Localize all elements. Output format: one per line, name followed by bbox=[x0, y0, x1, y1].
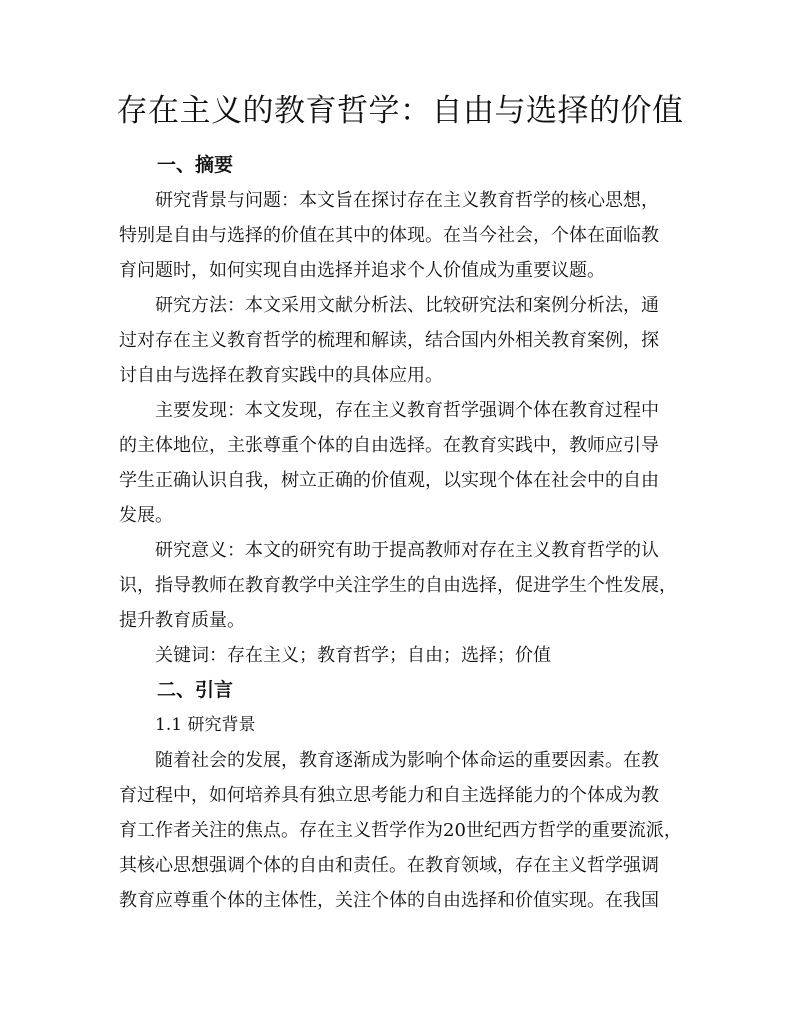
background-paragraph bbox=[119, 743, 689, 918]
keywords-line: 关键词：存在主义；教育哲学；自由；选择；价值 bbox=[155, 645, 551, 666]
section-heading-introduction: 二、引言 bbox=[157, 679, 234, 701]
text-line: 研究背景与问题：本文旨在探讨存在主义教育哲学的核心思想， bbox=[155, 190, 659, 211]
abstract-method-paragraph bbox=[119, 288, 689, 393]
text-line: 育工作者关注的焦点。存在主义哲学作为20世纪西方哲学的重要流派， bbox=[119, 820, 682, 841]
page-title: 存在主义的教育哲学：自由与选择的价值 bbox=[116, 93, 684, 129]
text-line: 研究意义：本文的研究有助于提高教师对存在主义教育哲学的认 bbox=[155, 540, 659, 561]
text-line: 育问题时，如何实现自由选择并追求个人价值成为重要议题。 bbox=[119, 260, 605, 281]
text-line: 发展。 bbox=[119, 505, 173, 526]
text-line: 过对存在主义教育哲学的梳理和解读，结合国内外相关教育案例，探 bbox=[119, 330, 659, 351]
text-line: 其核心思想强调个体的自由和责任。在教育领域，存在主义哲学强调 bbox=[119, 855, 659, 876]
text-line: 教育应尊重个体的主体性，关注个体的自由选择和价值实现。在我国 bbox=[119, 890, 659, 911]
text-line: 识，指导教师在教育教学中关注学生的自由选择，促进学生个性发展， bbox=[119, 575, 677, 596]
text-line: 随着社会的发展，教育逐渐成为影响个体命运的重要因素。在教 bbox=[155, 750, 659, 771]
document-body bbox=[119, 148, 689, 918]
text-line: 主要发现：本文发现，存在主义教育哲学强调个体在教育过程中 bbox=[155, 400, 659, 421]
text-line: 特别是自由与选择的价值在其中的体现。在当今社会，个体在面临教 bbox=[119, 225, 659, 246]
section-heading-abstract: 一、摘要 bbox=[157, 154, 234, 176]
text-line: 育过程中，如何培养具有独立思考能力和自主选择能力的个体成为教 bbox=[119, 785, 659, 806]
text-line: 的主体地位，主张尊重个体的自由选择。在教育实践中，教师应引导 bbox=[119, 435, 659, 456]
text-line: 提升教育质量。 bbox=[119, 610, 245, 631]
text-line: 讨自由与选择在教育实践中的具体应用。 bbox=[119, 365, 443, 386]
abstract-significance-paragraph bbox=[119, 533, 689, 638]
subsection-heading-background: 1.1 研究背景 bbox=[155, 715, 256, 735]
abstract-findings-paragraph bbox=[119, 393, 689, 533]
abstract-background-paragraph bbox=[119, 183, 689, 288]
text-line: 研究方法：本文采用文献分析法、比较研究法和案例分析法，通 bbox=[155, 295, 659, 316]
text-line: 学生正确认识自我，树立正确的价值观，以实现个体在社会中的自由 bbox=[119, 470, 659, 491]
